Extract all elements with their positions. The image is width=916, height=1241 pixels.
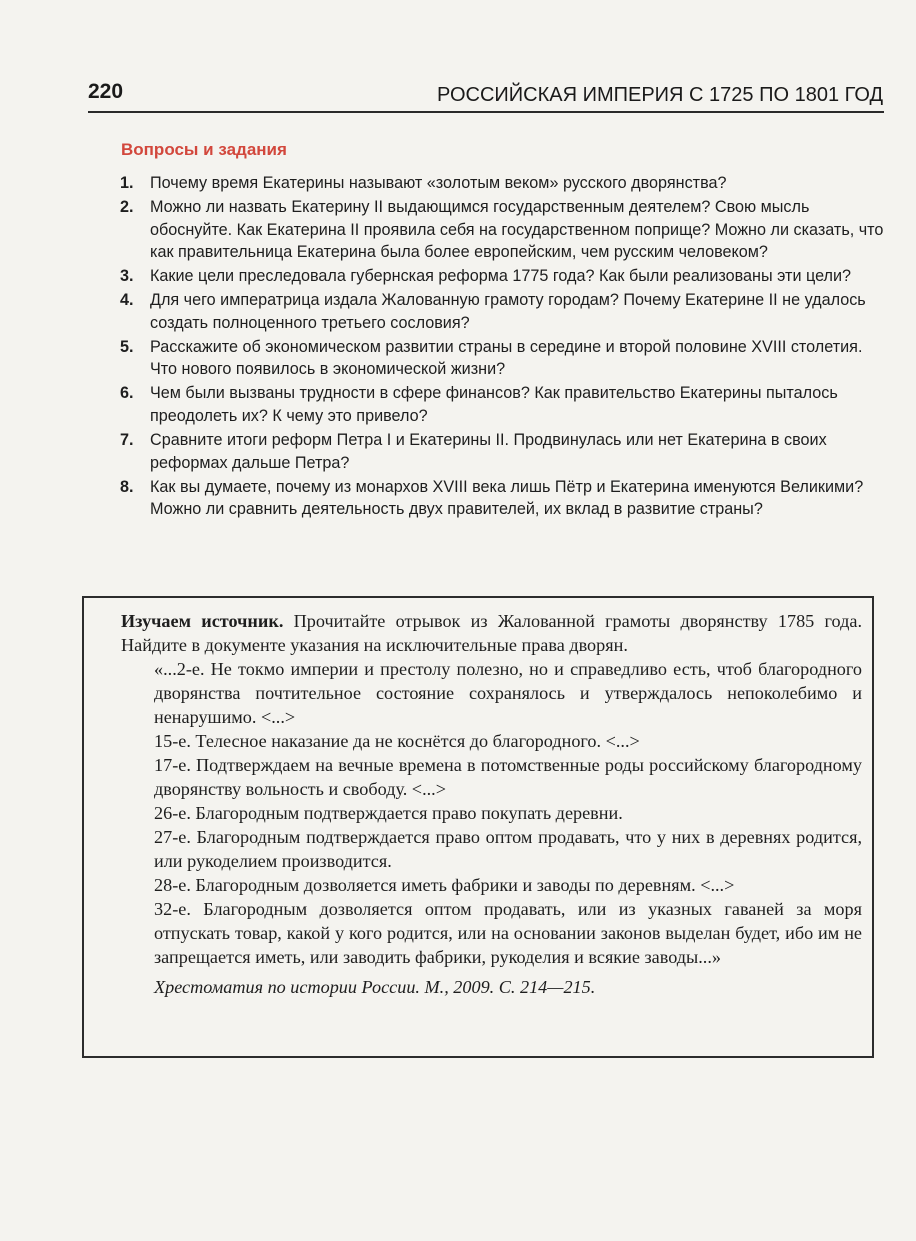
excerpt-paragraph: 17-е. Подтверждаем на вечные времена в потомственные роды российскому благородному дворянству вольность и свободу. <...> (154, 755, 862, 799)
excerpt-paragraph: 15-е. Телесное наказание да не коснётся до благородного. <...> (154, 731, 640, 751)
question-item (114, 172, 884, 195)
source-intro-text: Прочитайте отрывок из Жалованной грамоты дворянству 1785 года. Найдите в документе указания на исключительные права дворян. (121, 611, 862, 655)
question-number: 8. (120, 477, 134, 496)
excerpt-paragraph: 32-е. Благородным дозволяется оптом продавать, или из указных гаваней за моря отпускать товар, какой у кого родится, или на основании законов выделан будет, ибо им не запрещается иметь, или заводить фабрики, рукоделия и всякие заводы...» (154, 899, 862, 967)
source-intro (121, 609, 862, 657)
question-number: 3. (120, 267, 134, 286)
source-citation: Хрестоматия по истории России. М., 2009. С. 214—215. (154, 977, 596, 997)
question-text: Как вы думаете, почему из монархов XVIII века лишь Пётр и Екатерина именуются Великими? Можно ли сравнить деятельность двух правителей, их вклад в развитие страны? (150, 477, 864, 519)
question-item (114, 289, 884, 334)
questions-list (114, 172, 884, 522)
header-rule (88, 111, 884, 113)
question-text: Почему время Екатерины называют «золотым веком» русского дворянства? (150, 174, 727, 192)
question-text: Расскажите об экономическом развитии страны в середине и второй половине XVIII столетия. Что нового появилось в экономической жизни? (150, 337, 863, 379)
question-item (114, 336, 884, 381)
question-number: 7. (120, 431, 134, 450)
page-header (88, 80, 883, 114)
source-content (121, 609, 862, 999)
charter-excerpt (121, 657, 862, 969)
question-text: Можно ли назвать Екатерину II выдающимся государственным деятелем? Свою мысль обоснуйте. Как Екатерина II проявила себя на государственном поприще? Можно ли сказать, что как правительница Екатерина была более европейским, чем русским человеком? (150, 198, 884, 262)
question-text: Сравните итоги реформ Петра I и Екатерины II. Продвинулась или нет Екатерина в своих реформах дальше Петра? (150, 431, 827, 472)
question-number: 2. (120, 198, 134, 217)
question-number: 6. (120, 384, 134, 403)
excerpt-paragraph: 28-е. Благородным дозволяется иметь фабрики и заводы по деревням. <...> (154, 875, 735, 895)
excerpt-paragraph: 26-е. Благородным подтверждается право покупать деревни. (154, 803, 623, 823)
source-label: Изучаем источник. (121, 611, 284, 631)
question-item (114, 476, 884, 521)
running-title: РОССИЙСКАЯ ИМПЕРИЯ С 1725 ПО 1801 ГОД (437, 84, 883, 106)
question-item (114, 265, 884, 288)
page-number: 220 (88, 80, 124, 103)
source-box (82, 596, 874, 1058)
question-item (114, 429, 884, 474)
question-number: 5. (120, 337, 134, 356)
question-number: 4. (120, 291, 134, 310)
question-text: Какие цели преследовала губернская реформа 1775 года? Как были реализованы эти цели? (150, 267, 852, 286)
excerpt-paragraph: «...2-е. Не токмо империи и престолу полезно, но и справедливо есть, чтоб благородного дворянства почтительное состояние сохранялось и утверждалось непоколебимо и ненарушимо. <...> (154, 659, 862, 727)
question-number: 1. (120, 174, 134, 192)
section-heading: Вопросы и задания (121, 140, 287, 159)
question-item (114, 196, 884, 264)
question-text: Чем были вызваны трудности в сфере финансов? Как правительство Екатерины пыталось преодолеть их? К чему это привело? (150, 384, 838, 425)
question-text: Для чего императрица издала Жалованную грамоту городам? Почему Екатерине II не удалось создать полноценного третьего сословия? (150, 291, 866, 332)
question-item (114, 382, 884, 427)
excerpt-paragraph: 27-е. Благородным подтверждается право оптом продавать, что у них в деревнях родится, или рукоделием производится. (154, 827, 862, 871)
